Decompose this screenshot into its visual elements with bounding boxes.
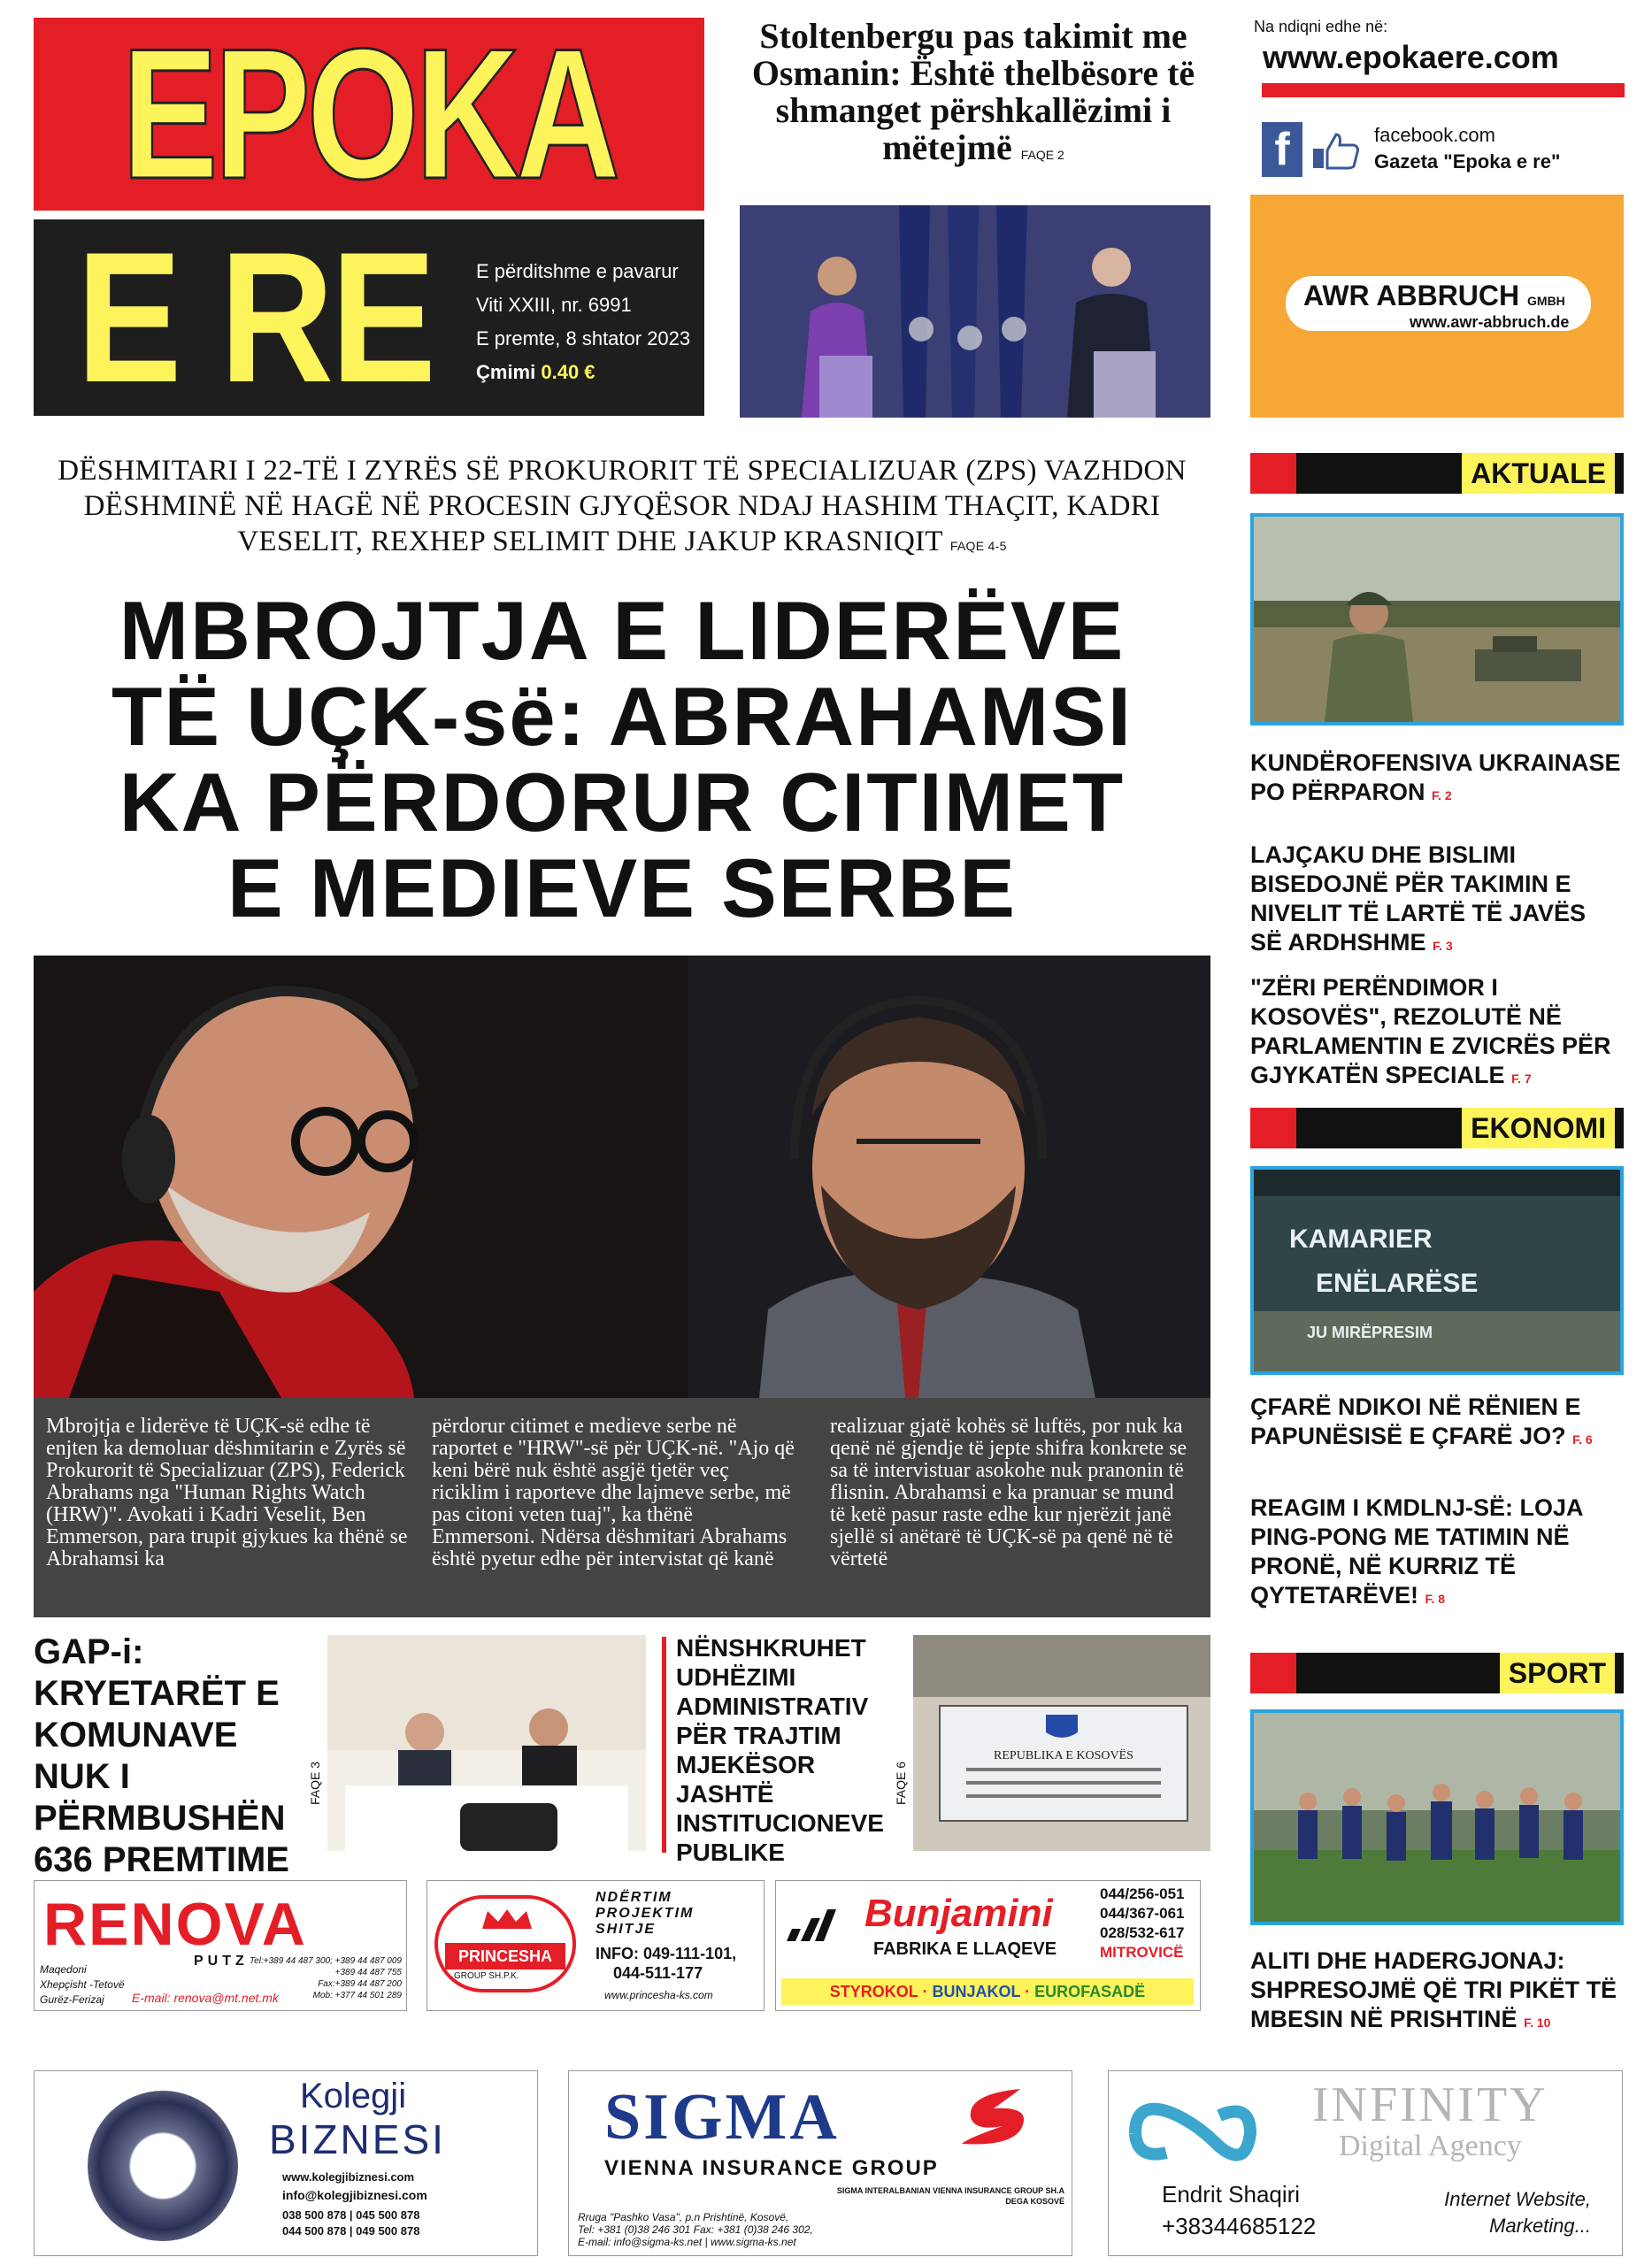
sigma-web: E-mail: info@sigma-ks.net | www.sigma-ks.net (578, 2236, 796, 2248)
kolegji-line1: Kolegji (300, 2077, 407, 2115)
awr-url: www.awr-abbruch.de (1410, 313, 1570, 331)
bunjamini-phone: 044/256-051 (1100, 1885, 1185, 1902)
masthead-info (476, 255, 690, 389)
facebook-icon[interactable]: f (1262, 122, 1302, 177)
section-label: SPORT (1500, 1653, 1615, 1693)
nen-story-photo (913, 1635, 1210, 1851)
courtroom-photo (34, 956, 1210, 1398)
awr-abbruch-ad[interactable] (1250, 195, 1624, 418)
story-title: ALITI DHE HADERGJONAJ: SHPRESOJMË QË TRI PIKËT TË MBESIN NË PRISHTINË (1250, 1947, 1617, 2032)
renova-phone: Fax:+389 44 487 200 (318, 1979, 402, 1989)
ekonomi-photo (1250, 1166, 1624, 1375)
kolegji-email: info@kolegjibiznesi.com (282, 2188, 427, 2202)
gap-story-page: FAQE 3 (308, 1761, 322, 1805)
kolegji-phone: 044 500 878 | 049 500 878 (282, 2224, 420, 2238)
section-label: EKONOMI (1462, 1108, 1615, 1148)
lead-column-1: Mbrojtja e liderëve të UÇK-së edhe të enjten ka demoluar dëshmitarin e Zyrës së Prokurorit të Specializuar (ZPS), Federick Abrahams nga "Human Rights Watch (HRW)". Avokati i Kadri Veselit, Ben Emmerson, para trupit gjykues ka thënë se Abrahamsi ka (46, 1415, 408, 1570)
infinity-symbol-icon (1126, 2089, 1259, 2177)
gap-story-photo (327, 1635, 646, 1851)
top-story-page: FAQE 2 (1020, 148, 1064, 162)
nen-story-headline[interactable]: NËNSHKRUHET UDHËZIMI ADMINISTRATIV PËR TRAJTIM MJEKËSOR JASHTË INSTITUCIONEVE PUBLIKE (676, 1634, 884, 1866)
bunjamini-tagline: FABRIKA E LLAQEVE (873, 1939, 1057, 1959)
football-training-photo (1254, 1713, 1620, 1922)
adidas-stripes-icon (783, 1908, 836, 1943)
aktuale-photo (1250, 513, 1624, 726)
masthead-epoka (34, 10, 704, 218)
renova-ad[interactable] (34, 1880, 407, 2011)
story-page: F. 7 (1511, 1071, 1532, 1086)
renova-locations (40, 1962, 125, 2008)
masthead-date: E premte, 8 shtator 2023 (476, 327, 691, 349)
infinity-name: INFINITY (1312, 2077, 1548, 2132)
bunjamini-product: BUNJAKOL (932, 1983, 1021, 2000)
aktuale-story-1[interactable] (1250, 749, 1624, 810)
infinity-sub: Digital Agency (1339, 2130, 1522, 2162)
sigma-swoosh-icon (958, 2085, 1029, 2147)
bunjamini-product: STYROKOL (829, 1983, 918, 2000)
ekonomi-story-1[interactable] (1250, 1393, 1624, 1455)
renova-location: Xhepçisht -Tetovë (40, 1978, 125, 1991)
nen-story-page: FAQE 6 (894, 1761, 908, 1805)
awr-brand-suffix: GMBH (1527, 294, 1565, 308)
bunjamini-city: MITROVICË (1100, 1944, 1184, 1961)
princesha-url: www.princesha-ks.com (604, 1989, 713, 2001)
top-story-title: Stoltenbergu pas takimit me Osmanin: Është thelbësore të shmanget përshkallëzimi i mëtejmë (751, 16, 1195, 167)
top-story-headline[interactable] (734, 18, 1212, 173)
price-value: 0.40 € (541, 361, 595, 383)
princesha-service: NDËRTIM (595, 1890, 672, 1905)
story-title: REAGIM I KMDLNJ-SË: LOJA PING-PONG ME TATIMIN NË PRONË, NË KURRIZ TË QYTETARËVE! (1250, 1494, 1583, 1609)
sport-photo (1250, 1709, 1624, 1925)
masthead-issue: Viti XXIII, nr. 6991 (476, 294, 632, 316)
section-red-block (1250, 453, 1296, 494)
infinity-phone: +38344685122 (1162, 2213, 1317, 2239)
photo-text-3: JU MIRËPRESIM (1307, 1324, 1433, 1341)
main-headline-line: E MEDIEVE SERBE (227, 841, 1017, 934)
sigma-logo: SIGMA (604, 2081, 840, 2154)
section-header-sport[interactable] (1250, 1653, 1624, 1693)
bunjamini-logo: Bunjamini (864, 1892, 1053, 1935)
renova-phone: Mob: +377 44 501 289 (312, 1991, 402, 2000)
infinity-services: Internet Website, Marketing... (1444, 2188, 1591, 2237)
top-story-photo (740, 205, 1210, 418)
bunjamini-phone: 044/367-061 (1100, 1905, 1185, 1922)
masthead-line2: E RE (76, 213, 434, 421)
bunjamini-product: EUROFASADË (1034, 1983, 1146, 2000)
kolegji-phones (282, 2207, 419, 2239)
price-label: Çmimi (476, 361, 536, 383)
story-title: KUNDËROFENSIVA UKRAINASE PO PËRPARON (1250, 749, 1621, 805)
princesha-group: GROUP SH.P.K. (454, 1971, 519, 1981)
bunjamini-phone: 028/532-617 (1100, 1924, 1185, 1941)
awr-brand (1303, 280, 1565, 312)
lead-column-3: realizuar gjatë kohës së luftës, por nuk ka qenë në gjendje të jepte shifra konkrete se sa të intervistuar asokohe nuk pranonin të flisnin. Abrahamsi e ka pranuar se mund të ketë pasur raste edhe kur njerëzit janë sjellë si anëtarë të UÇK-së pa qenë në të vërtetë (830, 1415, 1187, 1570)
story-title: ÇFARË NDIKOI NË RËNIEN E PAPUNËSISË E ÇFARË JO? (1250, 1394, 1581, 1449)
main-story-photo (34, 956, 1210, 1398)
kolegji-web: www.kolegjibiznesi.com (282, 2170, 415, 2184)
sigma-company: SIGMA INTERALBANIAN VIENNA INSURANCE GROUP SH.A (836, 2186, 1064, 2195)
lead-column-2: përdorur citimet e medieve serbe në raportet e "HRW"-së për UÇK-në. "Ajo që keni bërë nuk është asgjë tjetër veç riciklim i raporteve dhe lajmeve serbe, më pas citoni veten tuaj", ka thënë Emmersoni. Ndërsa dëshmitari Abrahams është pyetur edhe për intervistat që kanë (432, 1415, 795, 1570)
kolegji-seal (88, 2091, 238, 2241)
princesha-name: PRINCESHA (445, 1943, 565, 1969)
sigma-address: Rruga "Pashko Vasa", p.n Prishtinë, Kosovë, (578, 2211, 789, 2223)
renova-location: Gurëz-Ferizaj (40, 1993, 104, 2006)
section-red-block (1250, 1653, 1296, 1693)
renova-phone: +389 44 487 755 (334, 1968, 402, 1977)
bunjamini-ad[interactable] (775, 1880, 1201, 2011)
photo-text-2: ENËLARËSE (1316, 1269, 1479, 1298)
sigma-ad[interactable] (568, 2070, 1072, 2256)
renova-location: Maqedoni (40, 1963, 87, 1976)
infinity-ad[interactable] (1108, 2070, 1623, 2256)
section-header-ekonomi[interactable] (1250, 1108, 1624, 1148)
kolegji-phone: 038 500 878 | 045 500 878 (282, 2208, 420, 2222)
photo-text-1: KAMARIER (1289, 1225, 1433, 1254)
press-conference-photo (327, 1635, 646, 1851)
aktuale-story-3[interactable] (1250, 973, 1624, 1094)
kicker-text: DËSHMITARI I 22-TË I ZYRËS SË PROKURORIT TË SPECIALIZUAR (ZPS) VAZHDON DËSHMINË NË HAGË NË PROCESIN GJYQËSOR NDAJ HASHIM THAÇIT, KADRI VESELIT, REXHEP SELIMIT DHE JAKUP KRASNIQIT (58, 455, 1187, 557)
kolegji-biznesi-ad[interactable] (34, 2070, 538, 2256)
princesha-ad[interactable] (426, 1880, 765, 2011)
section-header-aktuale[interactable] (1250, 453, 1624, 494)
facebook-url[interactable]: facebook.com (1374, 124, 1495, 146)
like-thumb-icon (1311, 131, 1361, 170)
main-headline-line: MBROJTJA E LIDERËVE (119, 584, 1126, 677)
main-story-kicker (34, 453, 1210, 564)
princesha-info2: 044-511-177 (613, 1964, 703, 1982)
nen-story-bar (662, 1637, 666, 1853)
sigma-branch: DEGA KOSOVË (1005, 2197, 1064, 2206)
story-page: F. 2 (1432, 788, 1452, 802)
main-headline[interactable] (34, 584, 1210, 934)
website-underline (1262, 83, 1625, 97)
masthead-line1: EPOKA (121, 10, 617, 218)
bunjamini-products: STYROKOL · BUNJAKOL · EUROFASADË (781, 1978, 1194, 2005)
story-title: "ZËRI PERËNDIMOR I KOSOVËS", REZOLUTË NË PARLAMENTIN E ZVICRËS PËR GJYKATËN SPECIALE (1250, 974, 1611, 1088)
princesha-info: INFO: 049-111-101, (595, 1945, 737, 1962)
bunjamini-phones (1100, 1885, 1184, 1962)
sign-text: REPUBLIKA E KOSOVËS (994, 1749, 1133, 1762)
masthead-price-row (476, 356, 690, 389)
awr-brand-name: AWR ABBRUCH (1303, 280, 1520, 311)
masthead-subtitle: E përditshme e pavarur (476, 260, 679, 282)
website-link[interactable]: www.epokaere.com (1263, 39, 1559, 75)
masthead-ere (34, 213, 704, 421)
princesha-services (595, 1890, 694, 1938)
sigma-group: VIENNA INSURANCE GROUP (604, 2156, 939, 2180)
aktuale-story-2[interactable] (1250, 841, 1624, 961)
main-headline-line: TË UÇK-së: ABRAHAMSI (111, 670, 1133, 763)
follow-label: Na ndiqni edhe në: (1254, 18, 1388, 35)
story-title: LAJÇAKU DHE BISLIMI BISEDOJNË PËR TAKIMIN E NIVELIT TË LARTË TË JAVËS SË ARDHSHME (1250, 841, 1587, 956)
kolegji-line2: BIZNESI (269, 2116, 446, 2162)
story-page: F. 10 (1524, 2015, 1551, 2030)
crown-icon (480, 1908, 534, 1931)
princesha-service: PROJEKTIM (595, 1906, 695, 1921)
gap-story-headline[interactable]: GAP-i: KRYETARËT E KOMUNAVE NUK I PËRMBUSHËN 636 PREMTIME (34, 1632, 289, 1879)
renova-sub: PUTZ (194, 1954, 249, 1969)
soldier-photo (1254, 517, 1620, 722)
kicker-page: FAQE 4-5 (949, 539, 1007, 553)
section-label: AKTUALE (1462, 453, 1615, 494)
sigma-contacts (578, 2211, 813, 2248)
section-red-block (1250, 1108, 1296, 1148)
nato-press-photo (740, 205, 1210, 418)
sport-story-1[interactable] (1250, 1946, 1624, 2038)
main-headline-line: KA PËRDORUR CITIMET (119, 756, 1126, 848)
story-page: F. 8 (1425, 1592, 1446, 1606)
infinity-person: Endrit Shaqiri (1162, 2181, 1301, 2207)
renova-phone: Tel:+389 44 487 300; +389 44 487 009 (249, 1956, 402, 1966)
job-sign-photo (1254, 1170, 1620, 1371)
ekonomi-story-2[interactable] (1250, 1493, 1624, 1614)
sigma-phone: Tel: +381 (0)38 246 301 Fax: +381 (0)38 246 302, (578, 2223, 813, 2236)
facebook-page-name: Gazeta "Epoka e re" (1374, 150, 1561, 173)
renova-logo: RENOVA (43, 1891, 307, 1958)
story-page: F. 3 (1433, 939, 1453, 953)
princesha-service: SHITJE (595, 1922, 657, 1937)
story-page: F. 6 (1572, 1432, 1593, 1447)
ministry-sign-photo (913, 1635, 1210, 1851)
main-story-lead (34, 1398, 1210, 1617)
renova-email: E-mail: renova@mt.net.mk (132, 1991, 279, 2005)
